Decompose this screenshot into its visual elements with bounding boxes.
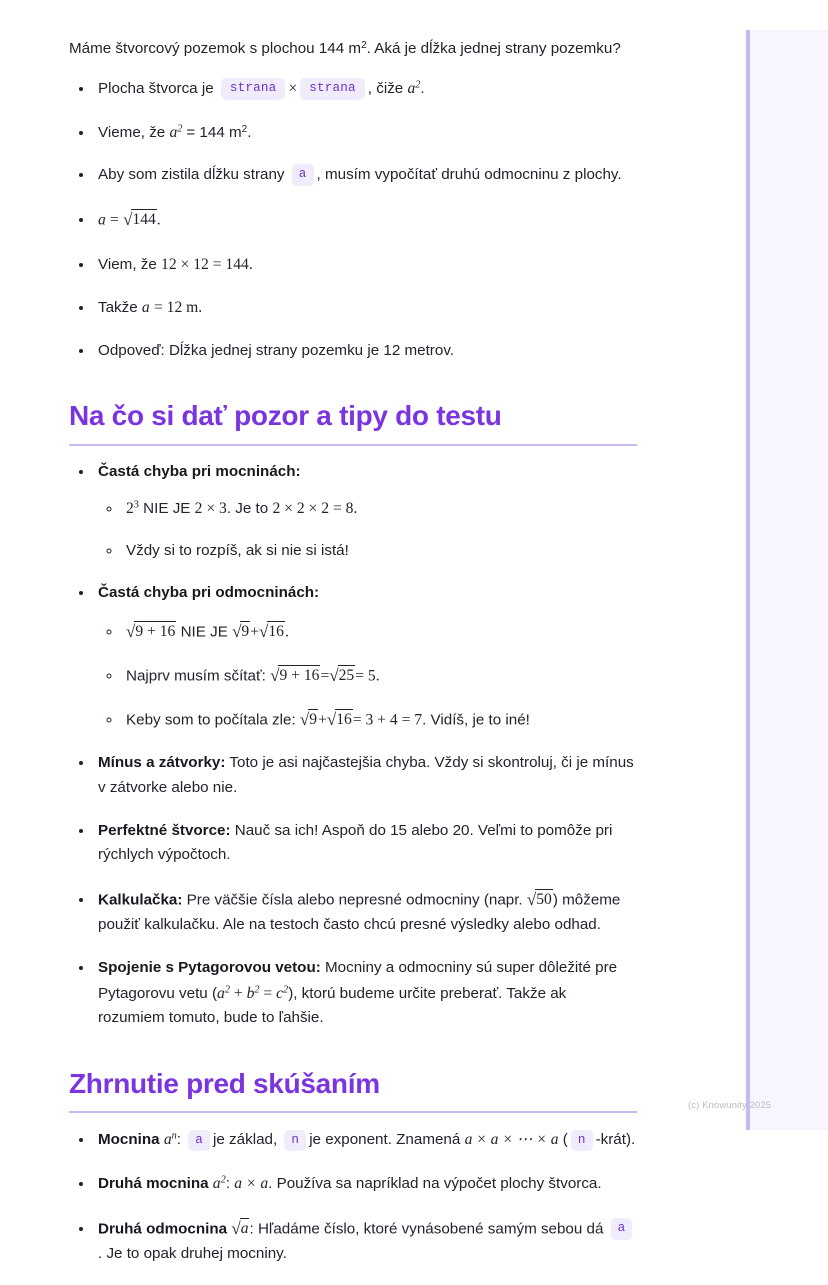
right-side-purple-rule: [746, 30, 750, 1130]
section-heading-summary: Zhrnutie pred skúšaním: [69, 1067, 380, 1099]
summary-1-title: Mocnina: [98, 1131, 160, 1149]
item1-text-1: Plocha štvorca je: [98, 80, 214, 98]
sub-2-1-text-1: NIE JE: [180, 622, 228, 640]
list-item: [94, 339, 637, 364]
summary-1-math: $a^n$: [163, 1131, 177, 1149]
list-item: [122, 539, 637, 563]
list-item: [94, 295, 637, 321]
tip-6-text-a: Mocniny a odmocniny sú super dôležité pre Pytagorovu vetu (: [98, 958, 618, 1002]
solution-list: [69, 76, 637, 363]
sqrt-50: √50: [526, 889, 552, 909]
sub-2-1-plus: +: [250, 622, 259, 640]
summary-3-text-1: Hľadáme číslo, ktoré vynásobené samým sebou dá: [257, 1220, 604, 1238]
item6-eq: = 12 m: [153, 299, 199, 317]
sub-1-1-math-2: 2 × 3: [194, 499, 227, 517]
item1-text-3: .: [420, 80, 425, 98]
summary-1-text-4: -krát).: [595, 1131, 636, 1149]
tip-1-sublist: [98, 497, 637, 563]
sqrt-9-plus-16-b: √9 + 16: [270, 665, 320, 685]
list-item: [122, 662, 637, 689]
sub-2-2-eq-1: =: [320, 667, 330, 685]
sub-2-3-text-0: Keby som to počítala zle:: [126, 711, 296, 729]
right-side-panel: [745, 30, 828, 1130]
sub-2-2-eq-2: = 5: [355, 667, 376, 685]
list-item: [94, 120, 637, 146]
summary-2-title: Druhá mocnina: [98, 1175, 209, 1193]
item2-math: $a^2 = 144$ $m^2$: [169, 123, 248, 141]
summary-1-math-2: a × a × ⋯ × a: [464, 1131, 559, 1149]
code-chip-n-times: n: [571, 1130, 593, 1152]
sub-1-1-text-3: .: [353, 499, 358, 517]
item5-math: 12 × 12 = 144: [161, 255, 249, 273]
list-item: [94, 819, 637, 868]
tip-2-sublist: [98, 618, 637, 734]
intro-text-1: Máme štvorcový pozemok s plochou 144 m: [69, 40, 362, 57]
tip-3-title: Mínus a zátvorky:: [98, 754, 226, 772]
sub-1-1-text-1: NIE JE: [143, 499, 191, 517]
item2-text-1: Vieme, že: [98, 123, 166, 141]
sub-1-2-text: Vždy si to rozpíš, ak si nie si istá!: [126, 541, 349, 559]
list-item: [94, 751, 637, 800]
item3-text-2: , musím vypočítať druhú odmocninu z plochy.: [316, 166, 622, 184]
summary-list: [69, 1127, 637, 1266]
sub-2-3-eq: = 3 + 4 = 7: [352, 711, 423, 729]
tip-2-title: Častá chyba pri odmocninách:: [98, 583, 320, 601]
sub-2-3-plus: +: [318, 711, 327, 729]
intro-text-2: . Aká je dĺžka jednej strany pozemku?: [366, 40, 621, 57]
sub-1-1-text-2: . Je to: [226, 499, 269, 517]
section-divider-1: [69, 444, 637, 446]
summary-1-colon: :: [176, 1131, 182, 1149]
summary-1-text-2: je exponent. Znamená: [309, 1131, 461, 1149]
list-item: [94, 76, 637, 102]
document-content: [69, 36, 637, 1285]
tips-list: [69, 460, 637, 1031]
tip-4-text: Nauč sa ich! Aspoň do 15 alebo 20. Veľmi to pomôže pri rýchlych výpočtoch.: [98, 821, 613, 864]
item3-text-1: Aby som zistila dĺžku strany: [98, 166, 285, 184]
sqrt-16: √16: [259, 621, 284, 641]
list-item: [94, 1215, 637, 1267]
sub-2-2-text-2: .: [375, 667, 380, 685]
summary-3-text-2: . Je to opak druhej mocniny.: [98, 1245, 287, 1263]
tip-6-title: Spojenie s Pytagorovou vetou:: [98, 958, 321, 976]
intro-sup-1: 2: [361, 39, 367, 51]
times-symbol-1: ×: [288, 80, 298, 98]
summary-1-text-1: je základ,: [213, 1131, 278, 1149]
item6-var: a: [141, 299, 150, 317]
tip-5-text-a: Pre väčšie čísla alebo nepresné odmocniny (napr.: [186, 891, 523, 909]
item5-text-1: Viem, že: [98, 255, 157, 273]
code-chip-a-result: a: [611, 1218, 633, 1240]
list-item: [122, 618, 637, 645]
pythagoras-formula: $a^2 + b^2 = c^2$: [217, 984, 289, 1002]
section-divider-2: [69, 1111, 637, 1113]
item6-text-2: .: [198, 299, 203, 317]
summary-1-text-3: (: [562, 1131, 568, 1149]
sub-2-1-text-2: .: [284, 622, 289, 640]
sqrt-25: √25: [329, 665, 355, 685]
sub-2-3-text-2: . Vidíš, je to iné!: [422, 711, 530, 729]
item2-text-2: .: [247, 123, 252, 141]
summary-2-colon: :: [225, 1175, 230, 1193]
tip-5-text-b: ) môžeme použiť kalkulačku. Ale na testoch často chcú presné výsledky alebo odhad.: [98, 891, 621, 934]
tip-5-title: Kalkulačka:: [98, 891, 183, 909]
code-chip-n-exp: n: [284, 1130, 306, 1152]
sqrt-9: √9: [232, 621, 250, 641]
sqrt-a: √a: [231, 1218, 249, 1238]
sqrt-9-c: √9: [299, 710, 318, 730]
list-item: [94, 1171, 637, 1197]
list-item: [94, 252, 637, 278]
tip-4-title: Perfektné štvorce:: [98, 821, 231, 839]
summary-2-math-2: a × a: [234, 1175, 269, 1193]
sub-1-1-math: $2^3$: [126, 499, 139, 517]
item1-math: $a^2$: [407, 79, 421, 98]
sub-1-1-math-3: 2 × 2 × 2 = 8: [272, 499, 354, 517]
sqrt-16-c: √16: [326, 710, 352, 730]
summary-2-text: . Používa sa napríklad na výpočet plochy štvorca.: [268, 1175, 602, 1193]
list-item: [94, 460, 637, 563]
item1-text-2: , čiže: [367, 80, 404, 98]
item5-text-2: .: [248, 255, 253, 273]
list-item: [94, 163, 637, 188]
list-item: [122, 706, 637, 733]
item6-text-1: Takže: [98, 299, 138, 317]
list-item: [94, 206, 637, 234]
list-item: [94, 956, 637, 1031]
tip-3-text: Toto je asi najčastejšia chyba. Vždy si skontroluj, či je mínus v zátvorke alebo nie.: [98, 754, 634, 796]
watermark: (c) Knowunity 2025: [688, 1100, 772, 1111]
intro-paragraph: [69, 36, 637, 62]
list-item: [94, 886, 637, 938]
code-chip-strana-2: strana: [300, 78, 365, 100]
section-heading-tips: Na čo si dať pozor a tipy do testu: [69, 400, 502, 432]
tip-6-text-b: ), ktorú budeme určite preberať. Takže ak rozumiem tomuto, bude to ľahšie.: [98, 984, 567, 1027]
sub-2-2-text-0: Najprv musím sčítať:: [126, 667, 266, 685]
summary-3-title: Druhá odmocnina: [98, 1220, 228, 1238]
list-item: [122, 497, 637, 522]
code-chip-a: a: [292, 164, 314, 186]
item7-text: Odpoveď: Dĺžka jednej strany pozemku je 12 metrov.: [98, 341, 455, 359]
code-chip-a-base: a: [188, 1130, 210, 1152]
list-item: [94, 581, 637, 733]
summary-2-math: $a^2$: [212, 1174, 226, 1193]
item4-period: .: [156, 211, 161, 229]
sqrt-144: √144: [123, 210, 156, 230]
item4-var: a: [98, 211, 106, 229]
code-chip-strana-1: strana: [221, 78, 286, 100]
list-item: [94, 1127, 637, 1153]
item4-equals: =: [110, 211, 119, 229]
tip-1-title: Častá chyba pri mocninách:: [98, 463, 301, 481]
sqrt-9-plus-16: √9 + 16: [126, 621, 176, 641]
summary-3-colon: :: [249, 1220, 254, 1238]
